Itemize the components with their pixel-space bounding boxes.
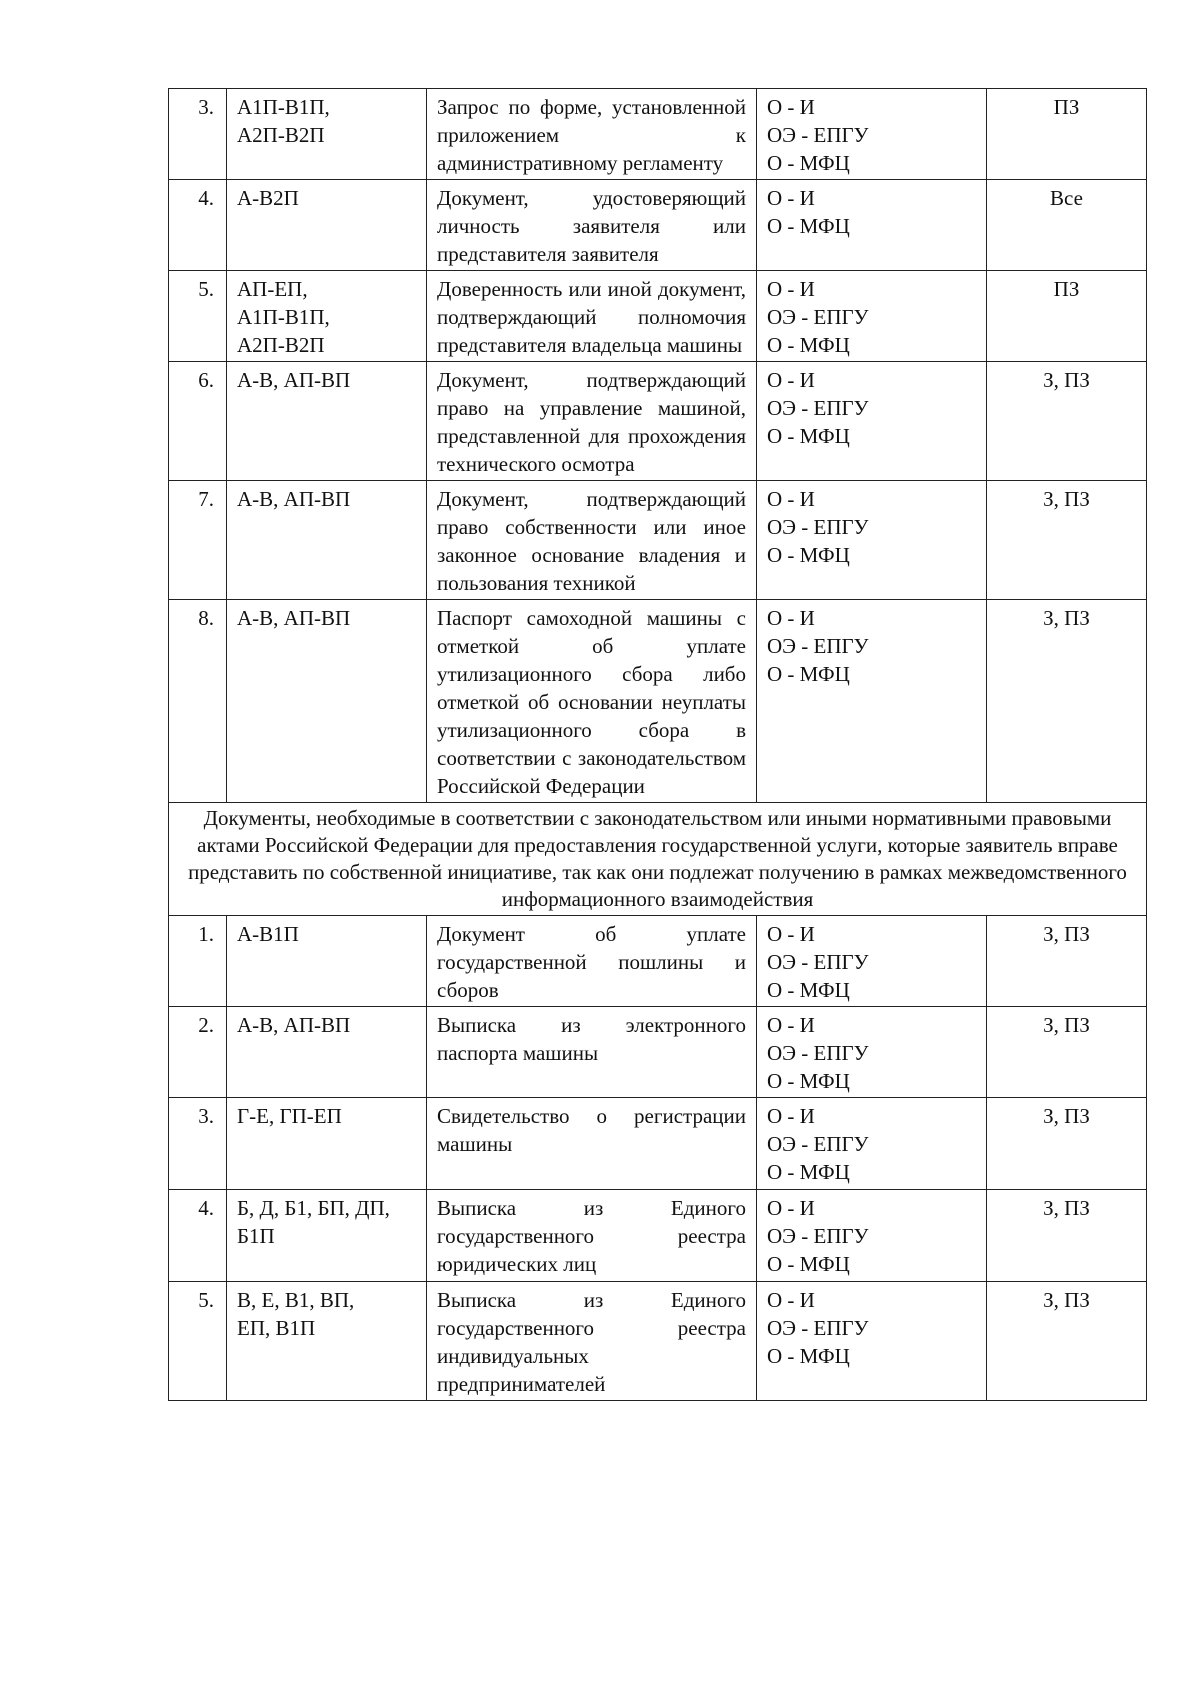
row-number-cell: 4. [169,1190,227,1282]
applicant-category-line: А-В, АП-ВП [237,1013,351,1037]
table-row [169,1098,1147,1190]
submitter-cell: З, ПЗ [987,1190,1147,1282]
submission-method-line: О - МФЦ [767,214,850,238]
submission-method-line: О - МФЦ [767,978,850,1002]
submission-method-cell [757,1190,987,1282]
row-number-cell: 8. [169,600,227,803]
submission-method-line: О - МФЦ [767,543,850,567]
submission-method-line: О - МФЦ [767,333,850,357]
submitter-cell: З, ПЗ [987,600,1147,803]
submission-method-line: О - И [767,95,815,119]
table-row [169,89,1147,180]
submission-method-line: ОЭ - ЕПГУ [767,123,869,147]
submission-method-line: О - И [767,277,815,301]
applicant-category-line: В, Е, В1, ВП, [237,1288,355,1312]
submission-method-line: ОЭ - ЕПГУ [767,1041,869,1065]
table-row [169,600,1147,803]
applicant-category-line: А2П-В2П [237,333,325,357]
submission-method-line: О - И [767,1013,815,1037]
applicant-category-cell [227,362,427,481]
applicant-category-line: А1П-В1П, [237,95,330,119]
section-heading: Документы, необходимые в соответствии с законодательством или иными нормативными правовыми актами Российской Федерации для предоставления государственной услуги, которые заявитель вправе представить по собственной инициативе, так как они подлежат получению в рамках межведомственного информационного взаимодействия [169,803,1147,916]
row-number-cell: 1. [169,916,227,1007]
submitter-cell: З, ПЗ [987,362,1147,481]
submission-method-cell [757,180,987,271]
document-name-cell: Документ, подтверждающий право собственности или иное законное основание владения и пользования техникой [427,481,757,600]
submission-method-line: О - И [767,1196,815,1220]
submission-method-line: О - МФЦ [767,1252,850,1276]
table-row [169,362,1147,481]
submission-method-line: О - МФЦ [767,1344,850,1368]
table-row [169,481,1147,600]
table-row [169,916,1147,1007]
table-row [169,180,1147,271]
row-number-cell: 5. [169,271,227,362]
submission-method-line: О - И [767,606,815,630]
submission-method-line: О - И [767,922,815,946]
submission-method-line: О - МФЦ [767,424,850,448]
applicant-category-cell [227,1190,427,1282]
applicant-category-line: А-В, АП-ВП [237,606,351,630]
submission-method-cell [757,600,987,803]
document-page [168,88,1146,1401]
submission-method-cell [757,1007,987,1098]
row-number-cell: 2. [169,1007,227,1098]
document-name-cell: Выписка из Единого государственного реестра индивидуальных предпринимателей [427,1282,757,1401]
submission-method-line: О - И [767,1104,815,1128]
table-row [169,1007,1147,1098]
applicant-category-line: АП-ЕП, [237,277,308,301]
submitter-cell: З, ПЗ [987,916,1147,1007]
submission-method-line: О - И [767,186,815,210]
applicant-category-line: Г-Е, ГП-ЕП [237,1104,342,1128]
applicant-category-line: ЕП, В1П [237,1316,316,1340]
applicant-category-cell [227,180,427,271]
table-row [169,1282,1147,1401]
submission-method-line: ОЭ - ЕПГУ [767,1316,869,1340]
submitter-cell: ПЗ [987,89,1147,180]
applicant-category-cell [227,89,427,180]
documents-table [168,88,1147,1401]
applicant-category-cell [227,916,427,1007]
applicant-category-line: А-В1П [237,922,299,946]
submission-method-cell [757,1098,987,1190]
applicant-category-line: Б, Д, Б1, БП, ДП, [237,1196,390,1220]
submission-method-line: О - И [767,368,815,392]
applicant-category-line: А1П-В1П, [237,305,330,329]
submission-method-line: О - МФЦ [767,662,850,686]
submitter-cell: Все [987,180,1147,271]
applicant-category-cell [227,1282,427,1401]
document-name-cell: Паспорт самоходной машины с отметкой об уплате утилизационного сбора либо отметкой об основании неуплаты утилизационного сбора в соответствии с законодательством Российской Федерации [427,600,757,803]
row-number-cell: 3. [169,89,227,180]
submitter-cell: З, ПЗ [987,1007,1147,1098]
table-row [169,271,1147,362]
submission-method-line: ОЭ - ЕПГУ [767,950,869,974]
applicant-category-line: А-В, АП-ВП [237,368,351,392]
submission-method-cell [757,271,987,362]
submission-method-cell [757,362,987,481]
row-number-cell: 3. [169,1098,227,1190]
submission-method-line: О - МФЦ [767,1160,850,1184]
document-name-cell: Выписка из электронного паспорта машины [427,1007,757,1098]
applicant-category-cell [227,271,427,362]
applicant-category-cell [227,1007,427,1098]
applicant-category-cell [227,600,427,803]
section-heading-row [169,803,1147,916]
applicant-category-line: Б1П [237,1224,275,1248]
document-name-cell: Свидетельство о регистрации машины [427,1098,757,1190]
submission-method-line: ОЭ - ЕПГУ [767,515,869,539]
document-name-cell: Выписка из Единого государственного реестра юридических лиц [427,1190,757,1282]
submitter-cell: З, ПЗ [987,1282,1147,1401]
applicant-category-cell [227,481,427,600]
submission-method-line: О - МФЦ [767,1069,850,1093]
submission-method-cell [757,1282,987,1401]
row-number-cell: 5. [169,1282,227,1401]
document-name-cell: Документ, подтверждающий право на управление машиной, представленной для прохождения технического осмотра [427,362,757,481]
documents-table-body [169,89,1147,1401]
submission-method-line: ОЭ - ЕПГУ [767,634,869,658]
submission-method-cell [757,89,987,180]
table-row [169,1190,1147,1282]
row-number-cell: 7. [169,481,227,600]
document-name-cell: Документ об уплате государственной пошлины и сборов [427,916,757,1007]
submission-method-line: О - МФЦ [767,151,850,175]
submission-method-line: ОЭ - ЕПГУ [767,305,869,329]
submission-method-line: ОЭ - ЕПГУ [767,396,869,420]
document-name-cell: Документ, удостоверяющий личность заявителя или представителя заявителя [427,180,757,271]
applicant-category-cell [227,1098,427,1190]
submission-method-cell [757,481,987,600]
row-number-cell: 6. [169,362,227,481]
applicant-category-line: А-В2П [237,186,299,210]
submission-method-line: О - И [767,487,815,511]
submission-method-line: ОЭ - ЕПГУ [767,1224,869,1248]
applicant-category-line: А2П-В2П [237,123,325,147]
submitter-cell: З, ПЗ [987,481,1147,600]
submission-method-line: О - И [767,1288,815,1312]
row-number-cell: 4. [169,180,227,271]
submission-method-line: ОЭ - ЕПГУ [767,1132,869,1156]
submission-method-cell [757,916,987,1007]
submitter-cell: ПЗ [987,271,1147,362]
document-name-cell: Запрос по форме, установленной приложением к административному регламенту [427,89,757,180]
submitter-cell: З, ПЗ [987,1098,1147,1190]
document-name-cell: Доверенность или иной документ, подтверждающий полномочия представителя владельца машины [427,271,757,362]
applicant-category-line: А-В, АП-ВП [237,487,351,511]
